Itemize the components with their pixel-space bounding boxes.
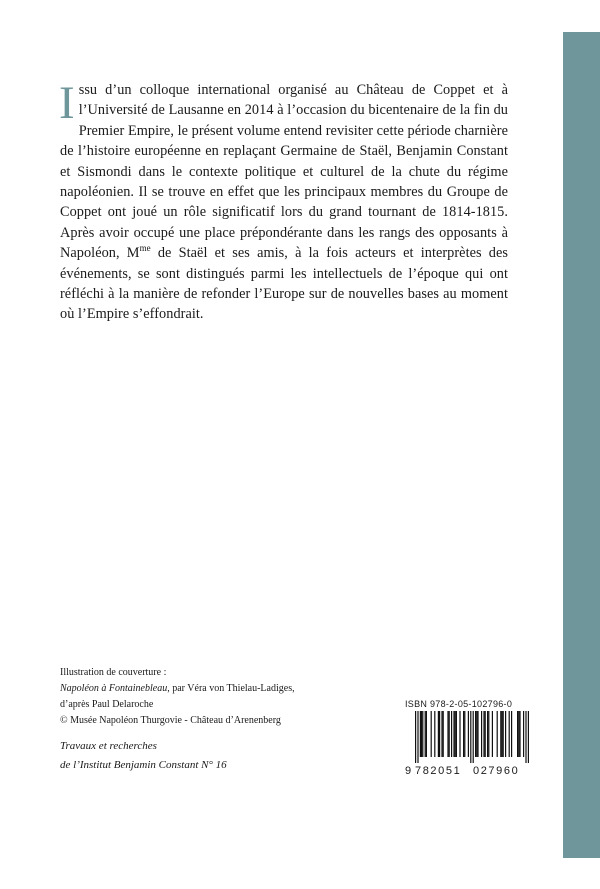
barcode-bar — [453, 711, 454, 757]
barcode-bar — [488, 711, 489, 757]
barcode-bar — [455, 711, 456, 757]
barcode-bar — [518, 711, 519, 757]
barcode-bar — [443, 711, 444, 757]
barcode-bar — [481, 711, 482, 757]
barcode-bar — [470, 711, 471, 763]
barcode-bar — [417, 711, 418, 763]
barcode-bar — [492, 711, 493, 757]
barcode-bar — [441, 711, 442, 757]
barcode-icon — [405, 711, 535, 763]
barcode-bar — [501, 711, 502, 757]
credits-heading: Illustration de couverture : — [60, 667, 167, 678]
barcode-bar — [497, 711, 498, 757]
credits-copyright: © Musée Napoléon Thurgovie - Château d’Arenenberg — [60, 715, 281, 726]
series-line-1: Travaux et recherches — [60, 740, 157, 752]
blurb-superscript: me — [139, 243, 151, 254]
credits-work-line — [60, 681, 360, 697]
credits-after: d’après Paul Delaroche — [60, 699, 154, 710]
barcode-bar — [509, 711, 510, 757]
series-info — [60, 737, 360, 775]
barcode-bar — [485, 711, 486, 757]
spine-color-band — [563, 32, 600, 858]
barcode-bar — [475, 711, 476, 757]
barcode-bar — [463, 711, 464, 757]
barcode-group-1: 782051 — [415, 765, 462, 777]
barcode-bar — [517, 711, 518, 757]
barcode-bar — [523, 711, 524, 757]
barcode-bar — [459, 711, 460, 757]
barcode-bar — [449, 711, 450, 757]
isbn-label: ISBN 978-2-05-102796-0 — [405, 699, 513, 709]
credits-work-title: Napoléon à Fontainebleau — [60, 683, 168, 694]
barcode-bar — [438, 711, 439, 757]
barcode-bar — [439, 711, 440, 757]
barcode-bar — [431, 711, 432, 757]
barcode-bar — [426, 711, 427, 757]
barcode-group-2: 027960 — [473, 765, 520, 777]
barcode-bar — [473, 711, 474, 763]
barcode-bar — [425, 711, 426, 757]
barcode-bar — [511, 711, 512, 757]
barcode-bar — [503, 711, 504, 757]
barcode-bar — [420, 711, 421, 757]
barcode-bar — [500, 711, 501, 757]
barcode-bar — [434, 711, 435, 757]
barcode-first-digit: 9 — [405, 765, 412, 777]
barcode-bar — [447, 711, 448, 757]
isbn-block — [405, 699, 535, 777]
drop-cap: I — [59, 77, 75, 129]
barcode-bar — [468, 711, 469, 757]
barcode-bar — [415, 711, 416, 763]
barcode-digits — [405, 765, 535, 777]
barcode-bar — [525, 711, 526, 763]
barcode-bar — [487, 711, 488, 757]
back-cover-blurb — [59, 77, 508, 325]
barcode-bar — [451, 711, 452, 757]
blurb-paragraph — [59, 77, 508, 325]
barcode-bar — [464, 711, 465, 757]
barcode-bar — [519, 711, 520, 757]
credits-work-rest: , par Véra von Thielau-Ladiges, — [167, 683, 295, 694]
barcode-bar — [528, 711, 529, 763]
blurb-text-part1: ssu d’un colloque international organisé au Château de Coppet et à l’Université de Lausanne en 2014 à l’occasion du bicentenaire de la fin du Premier Empire, le présent volume entend revisiter cette période charnière de l’histoire européenne en replaçant Germaine de Staël, Benjamin Constant et Sismondi dans le contexte politique et culturel de la chute du régime napoléonien. Il se trouve en effet que les principaux membres du Groupe de Coppet ont joué un rôle significatif lors du grand tournant de 1814-1815. Après avoir occupé une place prépondérante dans les rangs des opposants à Napoléon, M — [60, 82, 508, 262]
blurb-text-part2: de Staël et ses amis, à la fois acteurs et interprètes des événements, se sont distingués parmi les intellectuels de l’époque qui ont réfléchi à la manière de refonder l’Europe sur de nouvelles bases au moment où l’Empire s’effondrait. — [60, 245, 508, 323]
barcode-bar — [476, 711, 477, 757]
barcode-bar — [422, 711, 423, 757]
barcode-bar — [456, 711, 457, 757]
barcode-bar — [421, 711, 422, 757]
barcode-bar — [505, 711, 506, 757]
barcode-bar — [477, 711, 478, 757]
barcode-bar — [483, 711, 484, 757]
cover-illustration-credits — [60, 665, 360, 729]
series-line-2: de l’Institut Benjamin Constant N° 16 — [60, 759, 227, 771]
